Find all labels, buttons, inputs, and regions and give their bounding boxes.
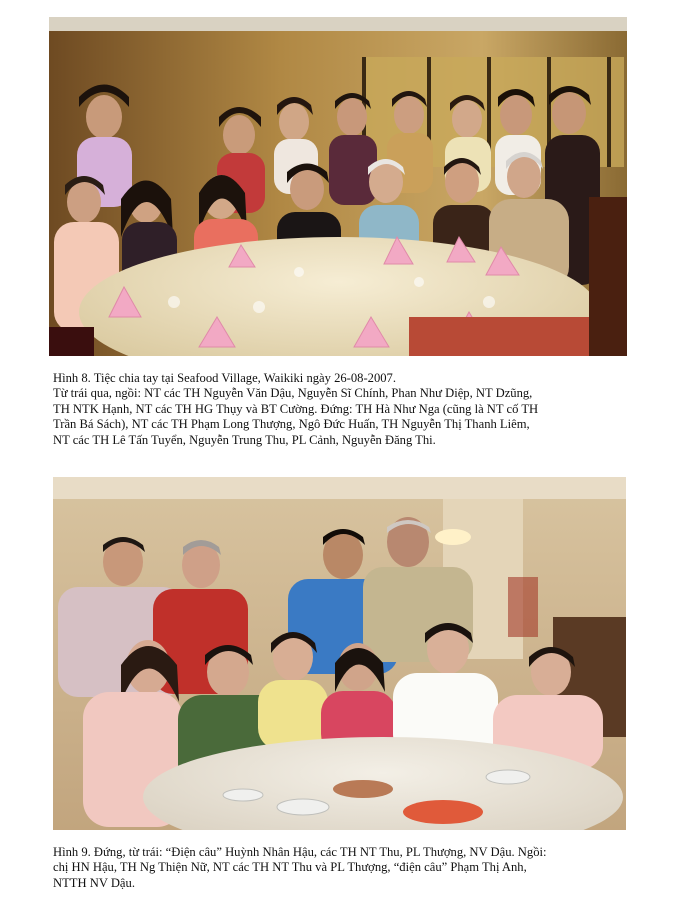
photo-group-dinner: [53, 477, 626, 830]
caption-line: NTTH NV Dậu.: [53, 875, 135, 890]
caption-line: Hình 9. Đứng, từ trái: “Điện câu” Huỳnh Nhân Hậu, các TH NT Thu, PL Thượng, NV Dậu. Ngồi:: [53, 845, 547, 859]
figure-9-caption: [53, 845, 638, 891]
caption-line: chị HN Hậu, TH Ng Thiện Nữ, NT các TH NT Thu và PL Thượng, “điện câu” Phạm Thị Anh,: [53, 860, 527, 875]
caption-line: Từ trái qua, ngồi: NT các TH Nguyễn Văn Dậu, Nguyễn Sĩ Chính, Phan Như Diệp, NT Dzũng,: [53, 386, 533, 401]
photo-farewell-party: [49, 17, 627, 356]
figure-8-caption: [53, 371, 633, 448]
caption-line: NT các TH Lê Tấn Tuyển, Nguyễn Trung Thu, PL Cảnh, Nguyễn Đăng Thi.: [53, 432, 436, 447]
caption-line: Hình 8. Tiệc chia tay tại Seafood Village, Waikiki ngày 26-08-2007.: [53, 371, 396, 385]
caption-line: Trần Bá Sách), NT các TH Phạm Long Thượng, Ngô Đức Huấn, TH Nguyễn Thị Thanh Liêm,: [53, 417, 530, 432]
caption-line: TH NTK Hạnh, NT các TH HG Thụy và BT Cường. Đứng: TH Hà Như Nga (cũng là NT cố TH: [53, 401, 539, 416]
